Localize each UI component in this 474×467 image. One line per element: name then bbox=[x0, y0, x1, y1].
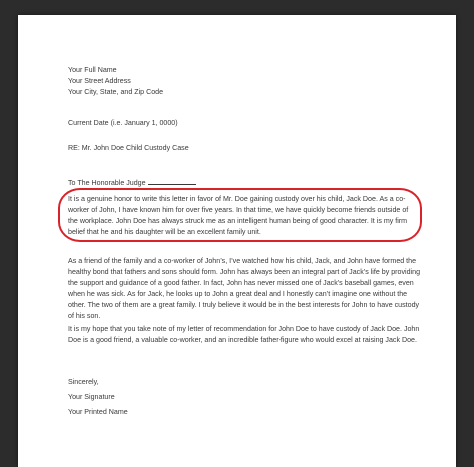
sender-street: Your Street Address bbox=[68, 77, 131, 85]
highlight-oval bbox=[58, 188, 422, 242]
closing-printed-name: Your Printed Name bbox=[68, 408, 128, 416]
judge-name-blank bbox=[148, 177, 196, 185]
closing-signature: Your Signature bbox=[68, 393, 115, 401]
sender-name: Your Full Name bbox=[68, 66, 117, 74]
letter-page bbox=[18, 15, 456, 467]
closing-sign-off: Sincerely, bbox=[68, 378, 99, 386]
paragraph-2: As a friend of the family and a co-worker of John’s, I’ve watched how his child, Jack, and John have formed the healthy bond that fathers and sons should form. John has always been an integral part of Jack’s life by providing the support and guidance of a good father. In fact, John has never missed one of Jack’s baseball games, even when he was sick. As for Jack, he looks up to John a great deal and I honestly can’t imagine one without the other. The two of them are a great family. I truly believe it would be in the best interests for John to have custody of his son. bbox=[68, 257, 421, 321]
paragraph-1: It is a genuine honor to write this letter in favor of Mr. Doe gaining custody over his child, Jack Doe. As a co-worker of John, I have known him for over five years. In that time, we have quickly become friends outside of the workplace. John Doe has always struck me as an intelligent human being of good character. It is my firm belief that he and his daughter will be an excellent family unit. bbox=[68, 195, 409, 237]
date-line: Current Date (i.e. January 1, 0000) bbox=[68, 119, 178, 127]
salutation-text: To The Honorable Judge bbox=[68, 179, 146, 187]
sender-city-state-zip: Your City, State, and Zip Code bbox=[68, 88, 164, 96]
paragraph-3: It is my hope that you take note of my letter of recommendation for John Doe to have custody of Jack Doe. John Doe is a good friend, a valuable co-worker, and an incredible father-figure who would excel at raising Jack Doe. bbox=[68, 325, 420, 345]
subject-line: RE: Mr. John Doe Child Custody Case bbox=[68, 144, 189, 152]
